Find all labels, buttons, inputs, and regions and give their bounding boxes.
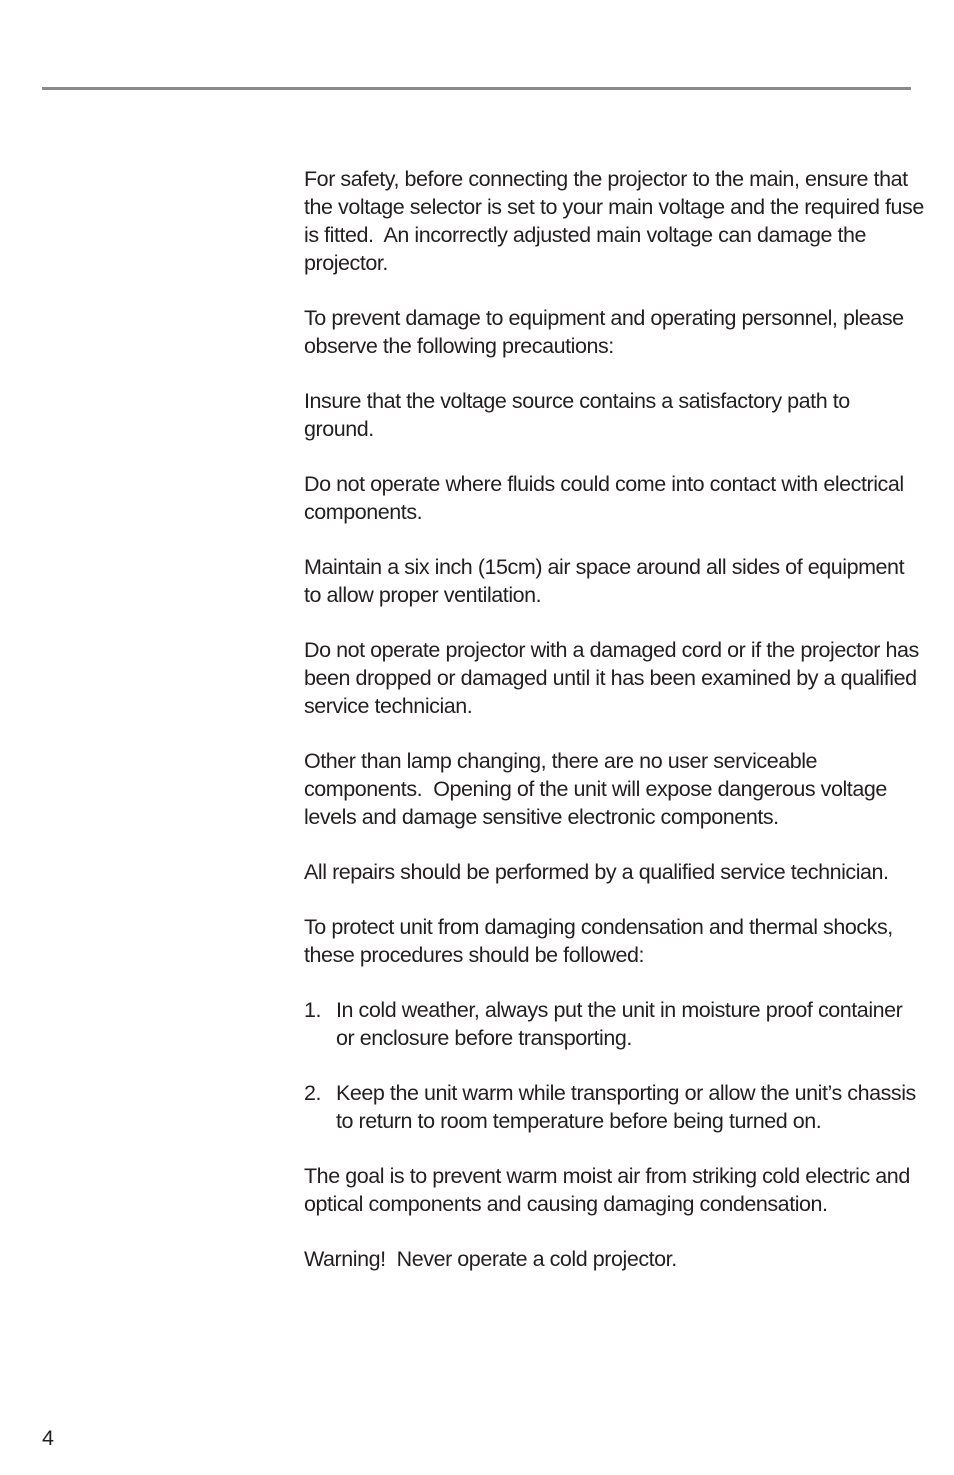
page-number: 4: [42, 1426, 54, 1450]
procedure-text: Keep the unit warm while transporting or allow the unit’s chassis to return to room temperature before being turned on.: [336, 1081, 916, 1133]
safety-text-column: [304, 165, 930, 1300]
paragraph-damaged-cord: Do not operate projector with a damaged cord or if the projector has been dropped or damaged until it has been examined by a qualified service technician.: [304, 638, 919, 718]
paragraph-precautions-intro: To prevent damage to equipment and operating personnel, please observe the following precautions:: [304, 306, 904, 358]
procedure-item-2: [304, 1079, 924, 1135]
paragraph-warning: Warning! Never operate a cold projector.: [304, 1247, 677, 1271]
paragraph-repairs: All repairs should be performed by a qualified service technician.: [304, 860, 889, 884]
procedure-number: 1.: [304, 998, 322, 1022]
paragraph-serviceable-components: Other than lamp changing, there are no user serviceable components. Opening of the unit will expose dangerous voltage levels and damage sensitive electronic components.: [304, 749, 893, 829]
procedure-number: 2.: [304, 1081, 322, 1105]
paragraph-voltage-selector: For safety, before connecting the projector to the main, ensure that the voltage selector is set to your main voltage and the required fuse is fitted. An incorrectly adjusted main voltage can damage the projector.: [304, 167, 930, 275]
paragraph-ground-path: Insure that the voltage source contains a satisfactory path to ground.: [304, 389, 850, 441]
procedure-text: In cold weather, always put the unit in moisture proof container or enclosure before transporting.: [336, 998, 903, 1050]
paragraph-air-space: Maintain a six inch (15cm) air space around all sides of equipment to allow proper ventilation.: [304, 555, 905, 607]
paragraph-fluids: Do not operate where fluids could come into contact with electrical components.: [304, 472, 904, 524]
paragraph-condensation-intro: To protect unit from damaging condensation and thermal shocks, these procedures should be followed:: [304, 915, 893, 967]
paragraph-goal: The goal is to prevent warm moist air from striking cold electric and optical components and causing damaging condensation.: [304, 1164, 910, 1216]
procedure-item-1: [304, 996, 924, 1052]
header-rule: [42, 87, 911, 90]
